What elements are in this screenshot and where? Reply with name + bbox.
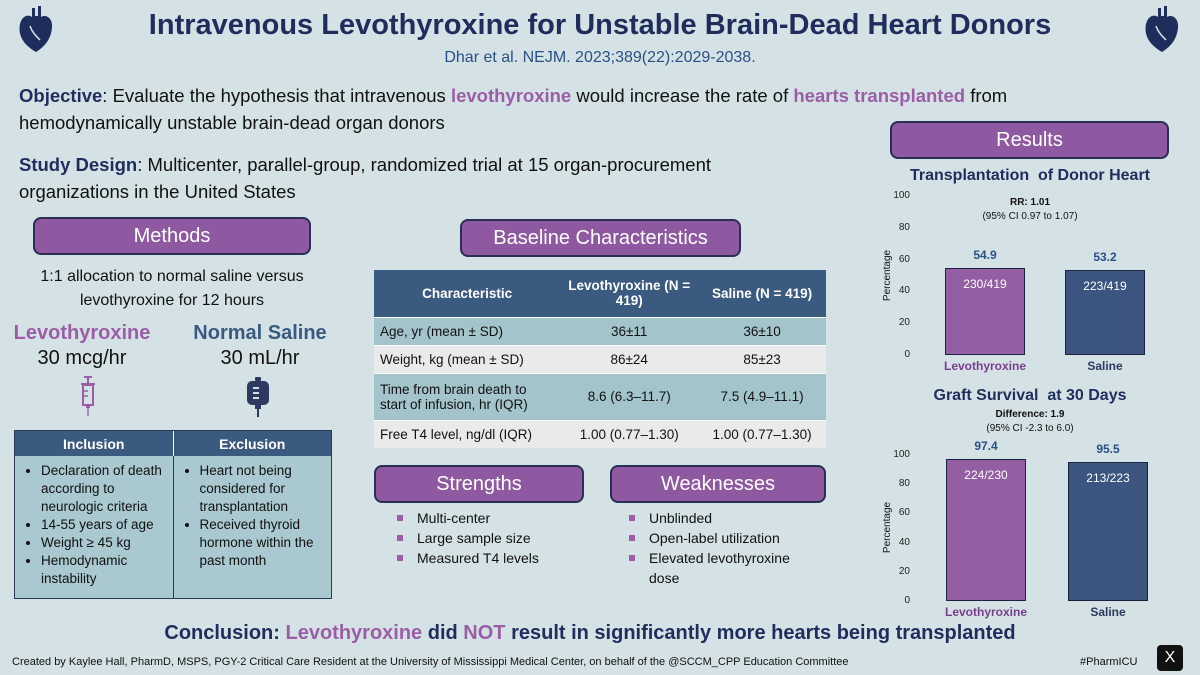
conclusion-text-2: result in significantly more hearts being transplanted [505,622,1016,644]
table-row [374,373,826,420]
table-row [374,317,826,345]
table-cell: 1.00 (0.77–1.30) [698,420,826,448]
chart-annotation-ci: (95% CI -2.3 to 6.0) [986,423,1074,434]
y-tick-label: 40 [898,536,910,548]
objective-text-2: would increase the rate of [571,85,794,106]
table-cell: 86±24 [560,345,698,373]
bar [1065,270,1145,355]
objective-line-2: hemodynamically unstable brain-dead organ donors [19,112,445,133]
y-tick-label: 0 [904,595,910,606]
y-tick-label: 20 [898,565,910,577]
page-title: Intravenous Levothyroxine for Unstable Brain-Dead Heart Donors [148,9,1052,41]
table-cell: Age, yr (mean ± SD) [374,317,560,345]
x-logo-icon [1157,645,1183,671]
y-tick-label: 40 [898,285,910,297]
y-tick-label: 80 [898,478,910,490]
conclusion-label: Conclusion: [164,622,280,644]
objective-highlight-2: hearts transplanted [793,85,966,106]
chart-transplantation [880,165,1190,380]
conclusion-text: did [422,622,464,644]
y-axis-label: Percentage [882,501,894,554]
bar-fraction-label: 223/419 [1083,279,1127,294]
syringe-icon [78,376,98,416]
baseline-col-header: Saline (N = 419) [698,270,826,317]
inclusion-header: Inclusion [15,431,174,456]
y-tick-label: 60 [898,253,910,265]
arm2-dose: 30 mL/hr [220,347,300,369]
weaknesses-heading: Weaknesses [610,465,826,503]
arm2-name: Normal Saline [193,322,327,344]
allocation-line-2: levothyroxine for 12 hours [79,292,265,309]
y-tick-label: 80 [898,221,910,233]
bar-value-label: 95.5 [1096,441,1120,456]
inclusion-item: • Declaration of death according to neurologic criteria [41,462,173,516]
allocation-text [0,265,344,313]
bar [945,268,1025,355]
table-cell: 1.00 (0.77–1.30) [560,420,698,448]
exclusion-item: • Heart not being considered for transplantation [200,462,332,516]
study-design-label: Study Design [19,154,138,175]
y-axis-label: Percentage [882,249,894,301]
objective-text-3: from [965,85,1008,106]
chart-annotation: RR: 1.01 [1009,197,1050,208]
chart-annotation-ci: (95% CI 0.97 to 1.07) [982,211,1078,222]
chart-title: Graft Survival at 30 Days [933,387,1127,404]
strengths-heading: Strengths [374,465,584,503]
methods-heading: Methods [33,217,311,255]
bar-fraction-label: 213/223 [1086,470,1130,485]
conclusion-highlight-1: Levothyroxine [285,622,423,644]
strength-item: Measured T4 levels [391,548,611,568]
weakness-item: Open-label utilization [623,528,823,548]
x-tick-label: Saline [1090,605,1126,619]
chart-title: Transplantation of Donor Heart [909,167,1150,184]
table-cell: 36±10 [698,317,826,345]
footer-credit: Created by Kaylee Hall, PharmD, MSPS, PGY-2 Critical Care Resident at the University of Mississippi Medical Center, on behalf of the @SCCM_CPP Education Committee [12,656,849,668]
table-cell: 85±23 [698,345,826,373]
table-cell: 7.5 (4.9–11.1) [698,373,826,420]
y-tick-label: 60 [898,507,910,519]
chart-graft-survival [880,385,1190,620]
exclusion-header: Exclusion [219,435,286,452]
inclusion-exclusion-table [14,430,332,599]
bar [946,459,1026,601]
table-row [374,345,826,373]
inclusion-item: • 14-55 years of age [41,516,173,534]
inclusion-item: • Hemodynamic instability [41,552,173,588]
bar-value-label: 53.2 [1093,250,1117,265]
study-design-text: : Multicenter, parallel-group, randomized trial at 15 organ-procurement [137,154,712,175]
table-cell: Free T4 level, ng/dl (IQR) [374,420,560,448]
x-tick-label: Levothyroxine [943,359,1027,373]
strengths-list [391,508,611,568]
study-design [19,151,879,205]
y-tick-label: 0 [904,349,910,360]
baseline-heading: Baseline Characteristics [460,219,741,257]
conclusion [0,622,1180,645]
objective-label: Objective [19,85,103,106]
baseline-table [374,270,826,448]
table-cell: 36±11 [560,317,698,345]
weakness-item: Elevated levothyroxine dose [623,548,823,588]
arm1-name: Levothyroxine [13,322,151,344]
bar [1068,462,1148,601]
exclusion-list [174,456,332,598]
arm1-dose: 30 mcg/hr [37,347,127,369]
study-design-line-2: organizations in the United States [19,181,296,202]
weaknesses-list [623,508,823,588]
table-row [374,420,826,448]
results-heading: Results [890,121,1169,159]
baseline-col-header: Characteristic [374,270,560,317]
objective-highlight-1: levothyroxine [450,85,572,106]
y-tick-label: 100 [893,449,910,460]
objective-text: : Evaluate the hypothesis that intravenous [102,85,451,106]
bar-value-label: 54.9 [973,247,997,262]
hashtag: #PharmICU [1080,656,1138,668]
bar-fraction-label: 224/230 [964,467,1008,482]
chart-annotation: Difference: 1.9 [995,409,1065,420]
x-tick-label: Saline [1087,359,1123,373]
x-tick-label: Levothyroxine [944,605,1028,619]
x-logo-text: X [1164,649,1176,666]
bar-fraction-label: 230/419 [963,276,1007,291]
inclusion-list [15,456,174,598]
citation: Dhar et al. NEJM. 2023;389(22):2029-2038. [444,49,756,66]
exclusion-item: • Received thyroid hormone within the past month [200,516,332,570]
strength-item: Multi-center [391,508,611,528]
bar-value-label: 97.4 [974,438,998,453]
conclusion-highlight-2: NOT [463,622,506,644]
weakness-item: Unblinded [623,508,823,528]
iv-bag-icon [245,377,271,417]
inclusion-item: • Weight ≥ 45 kg [41,534,173,552]
baseline-col-header: Levothyroxine (N = 419) [560,270,698,317]
allocation-line-1: 1:1 allocation to normal saline versus [40,268,304,285]
table-cell: 8.6 (6.3–11.7) [560,373,698,420]
strength-item: Large sample size [391,528,611,548]
y-tick-label: 100 [893,190,910,201]
table-cell: Time from brain death to start of infusion, hr (IQR) [374,373,560,420]
table-cell: Weight, kg (mean ± SD) [374,345,560,373]
y-tick-label: 20 [898,317,910,329]
